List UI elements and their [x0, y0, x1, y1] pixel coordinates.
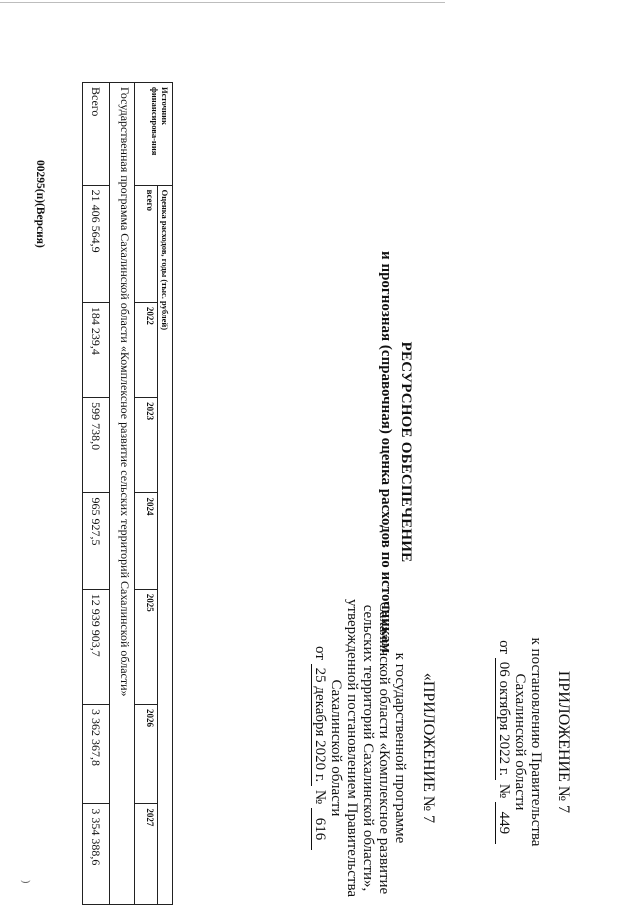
table-row: [83, 83, 110, 905]
heading-line-1: РЕСУРСНОЕ ОБЕСПЕЧЕНИЕ: [398, 341, 414, 563]
original-decree-date: 25 декабря 2020 г.: [311, 664, 328, 787]
appendix-original-line-4: утвержденной постановлением Правительства: [344, 598, 360, 898]
number-sign: №: [496, 783, 512, 799]
appendix-header-original: [311, 598, 436, 898]
header-source: Источник финансирова-ния: [135, 83, 173, 186]
program-name: Государственная программа Сахалинской области «Комплексное развитие сельских территорий Сахалинской области»: [110, 83, 135, 905]
decree-number: 449: [495, 802, 512, 844]
cell-2026: 3 362 367,8: [83, 704, 110, 803]
appendix-line-2: Сахалинской области: [512, 673, 528, 811]
version-code: 00295(п)(Версия): [34, 160, 46, 248]
appendix-original-line-2: Сахалинской области «Комплексное развитие: [376, 601, 392, 895]
appendix-original-date-line: [311, 598, 328, 898]
table-year-row: [135, 83, 158, 905]
col-2023: 2023: [135, 398, 158, 493]
number-sign: №: [312, 789, 328, 805]
cell-2023: 599 738,0: [83, 398, 110, 493]
col-2022: 2022: [135, 302, 158, 397]
original-decree-number: 616: [311, 808, 328, 850]
appendix-original-line-5: Сахалинской области: [328, 679, 344, 817]
cell-2027: 3 354 388,6: [83, 804, 110, 905]
header-estimate: Оценка расходов, годы (тыс. рублей): [158, 185, 173, 904]
appendix-header-current: [495, 612, 571, 872]
appendix-title: ПРИЛОЖЕНИЕ № 7: [555, 670, 572, 814]
cell-2025: 12 939 903,7: [83, 589, 110, 704]
cell-2022: 184 239,4: [83, 302, 110, 397]
from-label: от: [312, 646, 328, 660]
col-2024: 2024: [135, 493, 158, 589]
appendix-original-line-3: сельских территорий Сахалинской области»,: [360, 604, 376, 892]
appendix-original-line-1: к государственной программе: [392, 652, 408, 844]
cell-2024: 965 927,5: [83, 493, 110, 589]
from-label: от: [496, 640, 512, 654]
col-2025: 2025: [135, 589, 158, 704]
row-label: Всего: [83, 83, 110, 186]
appendix-date-line: [495, 612, 512, 872]
appendix-line-1: к постановлению Правительства: [528, 637, 544, 847]
col-2027: 2027: [135, 804, 158, 905]
table-program-row: [110, 83, 135, 905]
margin-mark: ): [20, 880, 31, 884]
col-total: всего: [135, 185, 158, 302]
appendix-original-title: «ПРИЛОЖЕНИЕ № 7: [420, 672, 437, 824]
heading-line-2: и прогнозная (справочная) оценка расходов по источникам: [378, 251, 394, 653]
table-header-row: [158, 83, 173, 905]
document-heading: [376, 0, 416, 904]
col-2026: 2026: [135, 704, 158, 803]
cell-total: 21 406 564,9: [83, 185, 110, 302]
decree-date: 06 октября 2022 г.: [495, 658, 512, 780]
resource-table: [82, 82, 173, 905]
